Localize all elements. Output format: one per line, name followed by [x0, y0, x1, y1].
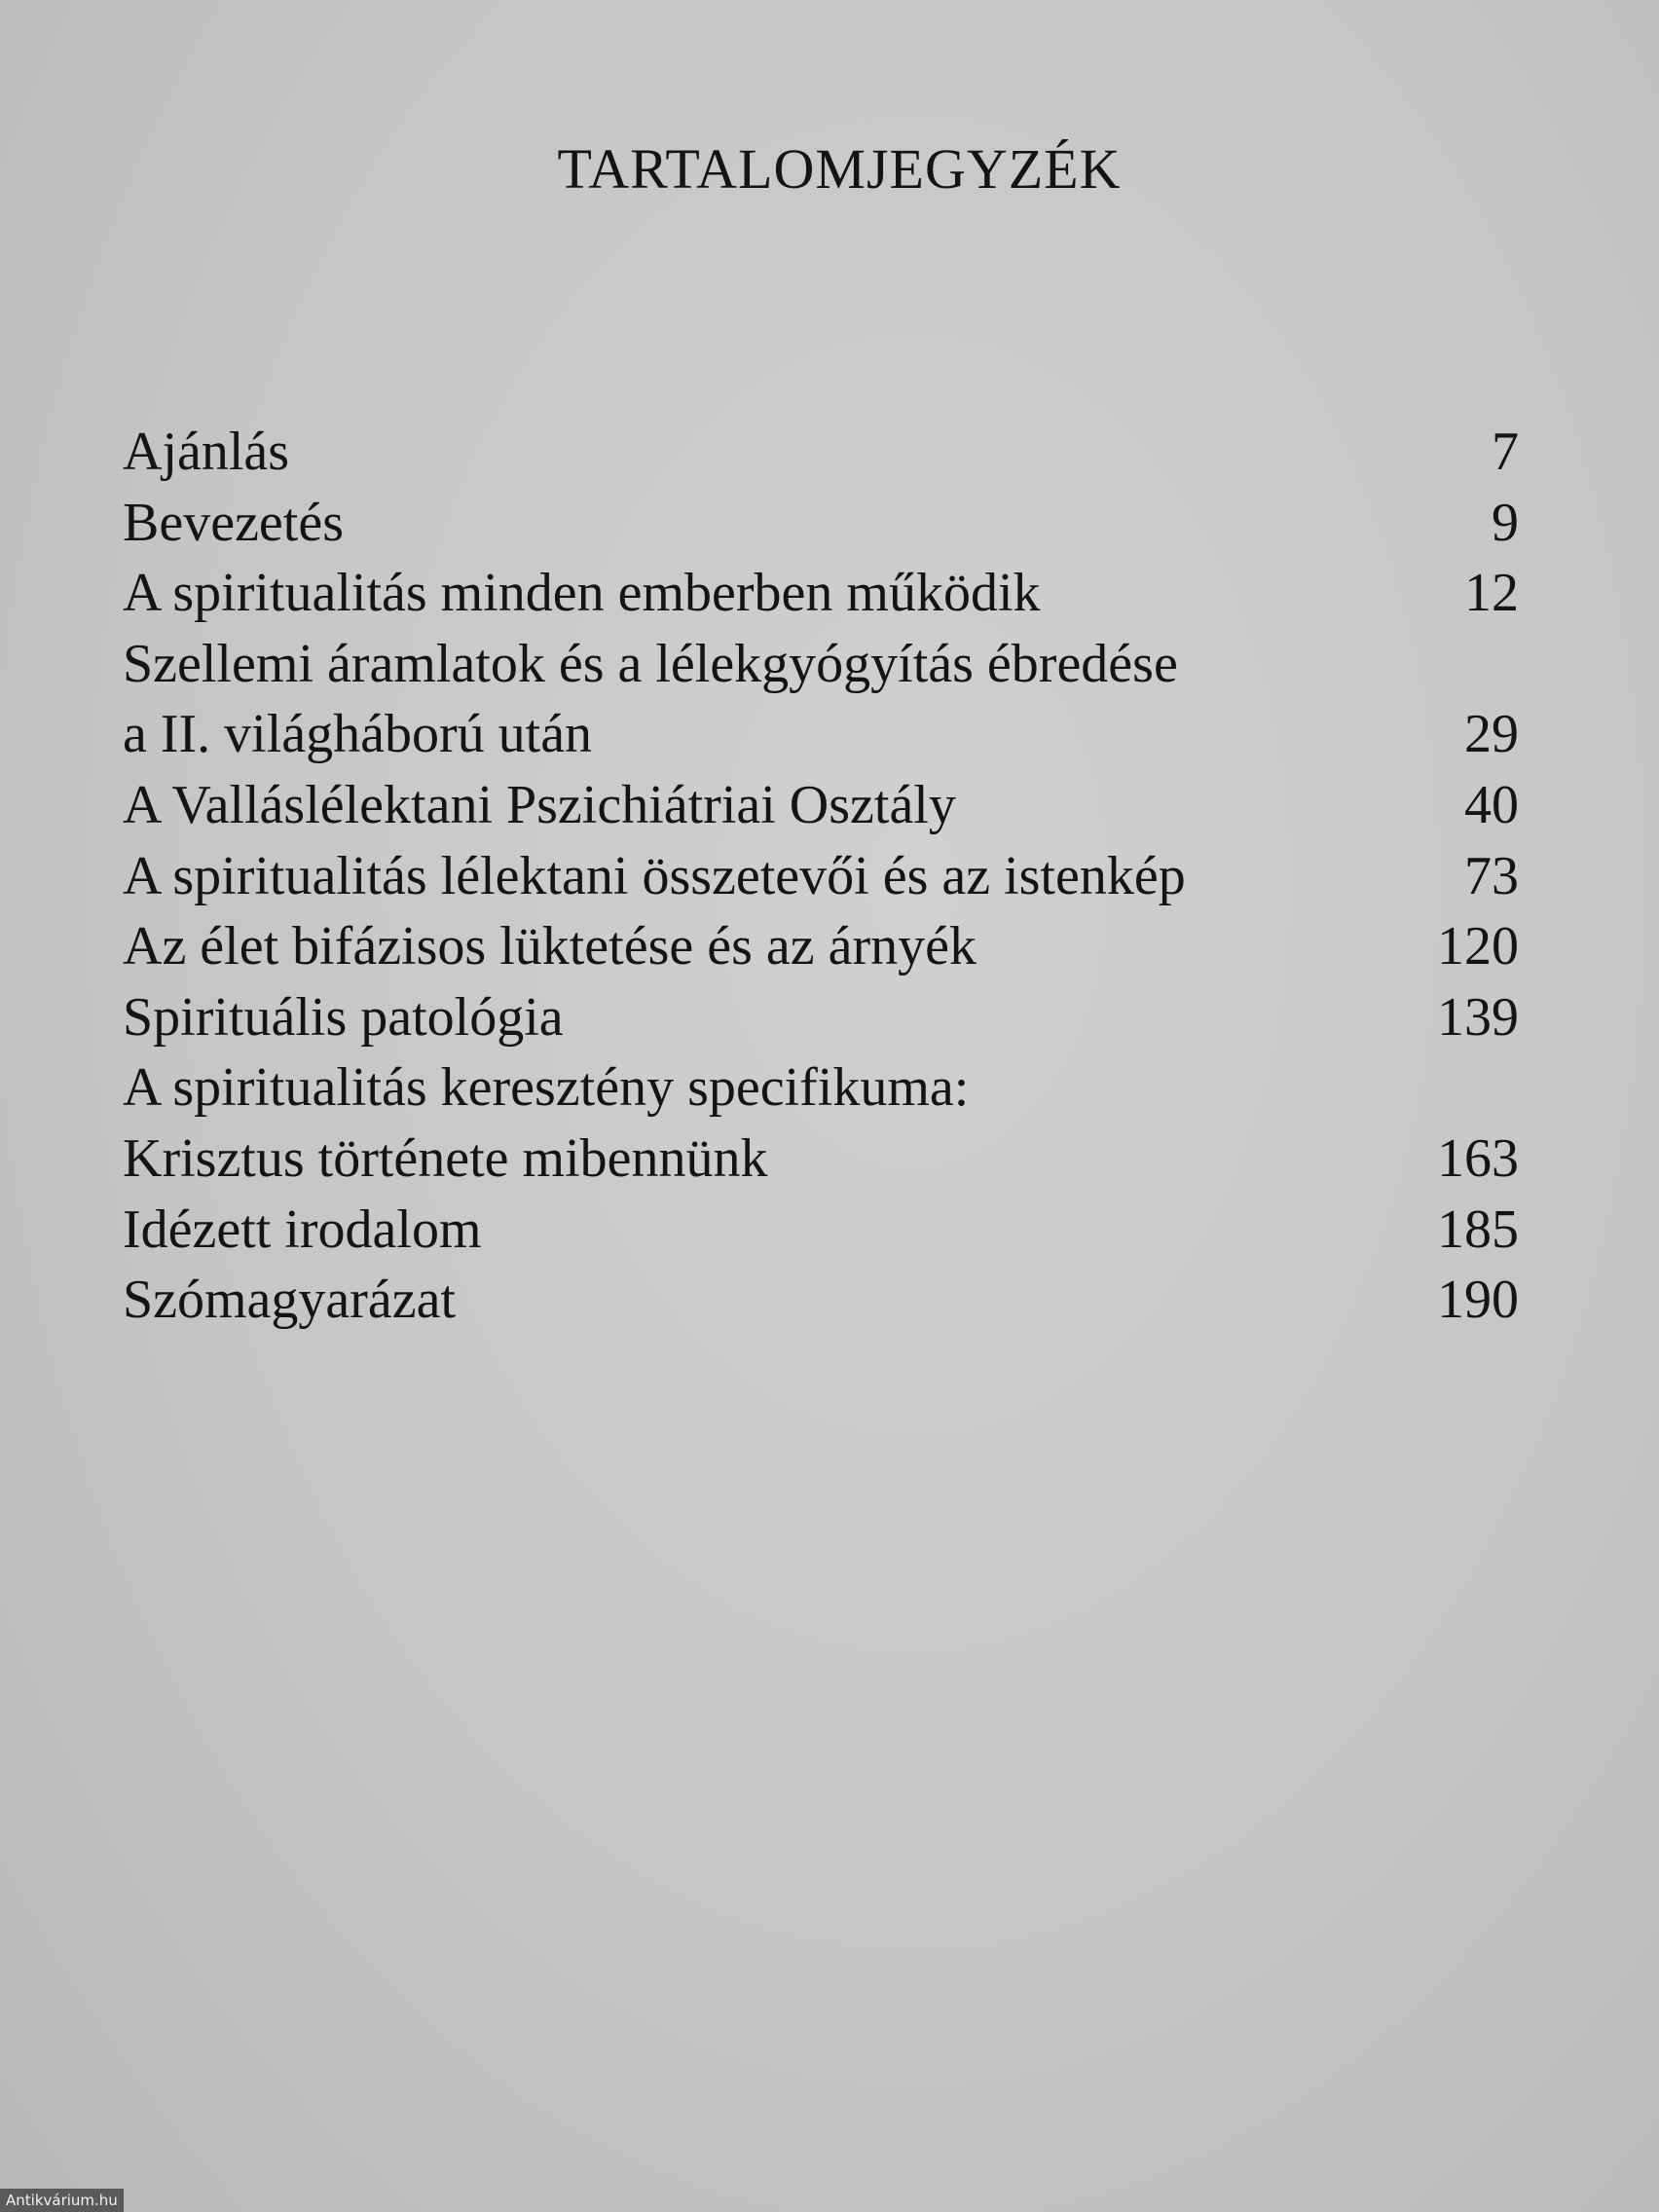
- toc-entry: [123, 770, 1519, 841]
- toc-entry-title: A spiritualitás minden emberben működik: [123, 563, 1041, 624]
- toc-entry-page: 12: [1464, 563, 1519, 624]
- toc-entry-title: Idézett irodalom: [123, 1198, 482, 1260]
- toc-entry: [123, 982, 1519, 1053]
- toc-entry-title: Bevezetés: [123, 492, 344, 553]
- toc-entry-page: 9: [1492, 492, 1519, 553]
- page-title: TARTALOMJEGYZÉK: [557, 137, 1122, 201]
- toc-entry-title: Szellemi áramlatok és a lélekgyógyítás ébredése: [123, 633, 1178, 694]
- watermark: Antikvárium.hu: [0, 2189, 124, 2212]
- toc-entry-title: Krisztus története mibennünk: [123, 1127, 768, 1189]
- table-of-contents: [123, 417, 1519, 1336]
- toc-entry-page: 7: [1492, 422, 1519, 482]
- toc-entry-page: 40: [1464, 774, 1519, 835]
- toc-entry-page: 185: [1437, 1198, 1519, 1260]
- toc-entry-page: 163: [1437, 1127, 1519, 1189]
- toc-entry-title: Ajánlás: [123, 422, 290, 482]
- toc-entry-title: A spiritualitás keresztény specifikuma:: [123, 1057, 970, 1119]
- toc-entry: [123, 1195, 1519, 1266]
- toc-entry-title: a II. világháború után: [123, 704, 593, 765]
- toc-entry: [123, 841, 1519, 912]
- toc-entry: [123, 417, 1519, 488]
- toc-entry-title: A spiritualitás lélektani összetevői és az istenkép: [123, 845, 1186, 906]
- toc-entry: [123, 629, 1519, 700]
- toc-entry-title: Az élet bifázisos lüktetése és az árnyék: [123, 916, 977, 977]
- toc-entry: [123, 558, 1519, 629]
- toc-entry-title: A Valláslélektani Pszichiátriai Osztály: [123, 774, 956, 835]
- toc-entry-page: 190: [1437, 1270, 1519, 1331]
- toc-entry: [123, 488, 1519, 559]
- toc-entry: [123, 911, 1519, 982]
- toc-entry: [123, 1052, 1519, 1124]
- toc-entry-page: 120: [1437, 916, 1519, 977]
- toc-entry: [123, 1124, 1519, 1195]
- toc-entry-title: Spirituális patológia: [123, 986, 564, 1048]
- toc-entry-page: 139: [1437, 986, 1519, 1048]
- toc-entry: [123, 1265, 1519, 1336]
- toc-entry-page: 73: [1464, 845, 1519, 906]
- toc-entry-title: Szómagyarázat: [123, 1270, 457, 1331]
- toc-entry: [123, 699, 1519, 770]
- toc-entry-page: 29: [1464, 704, 1519, 765]
